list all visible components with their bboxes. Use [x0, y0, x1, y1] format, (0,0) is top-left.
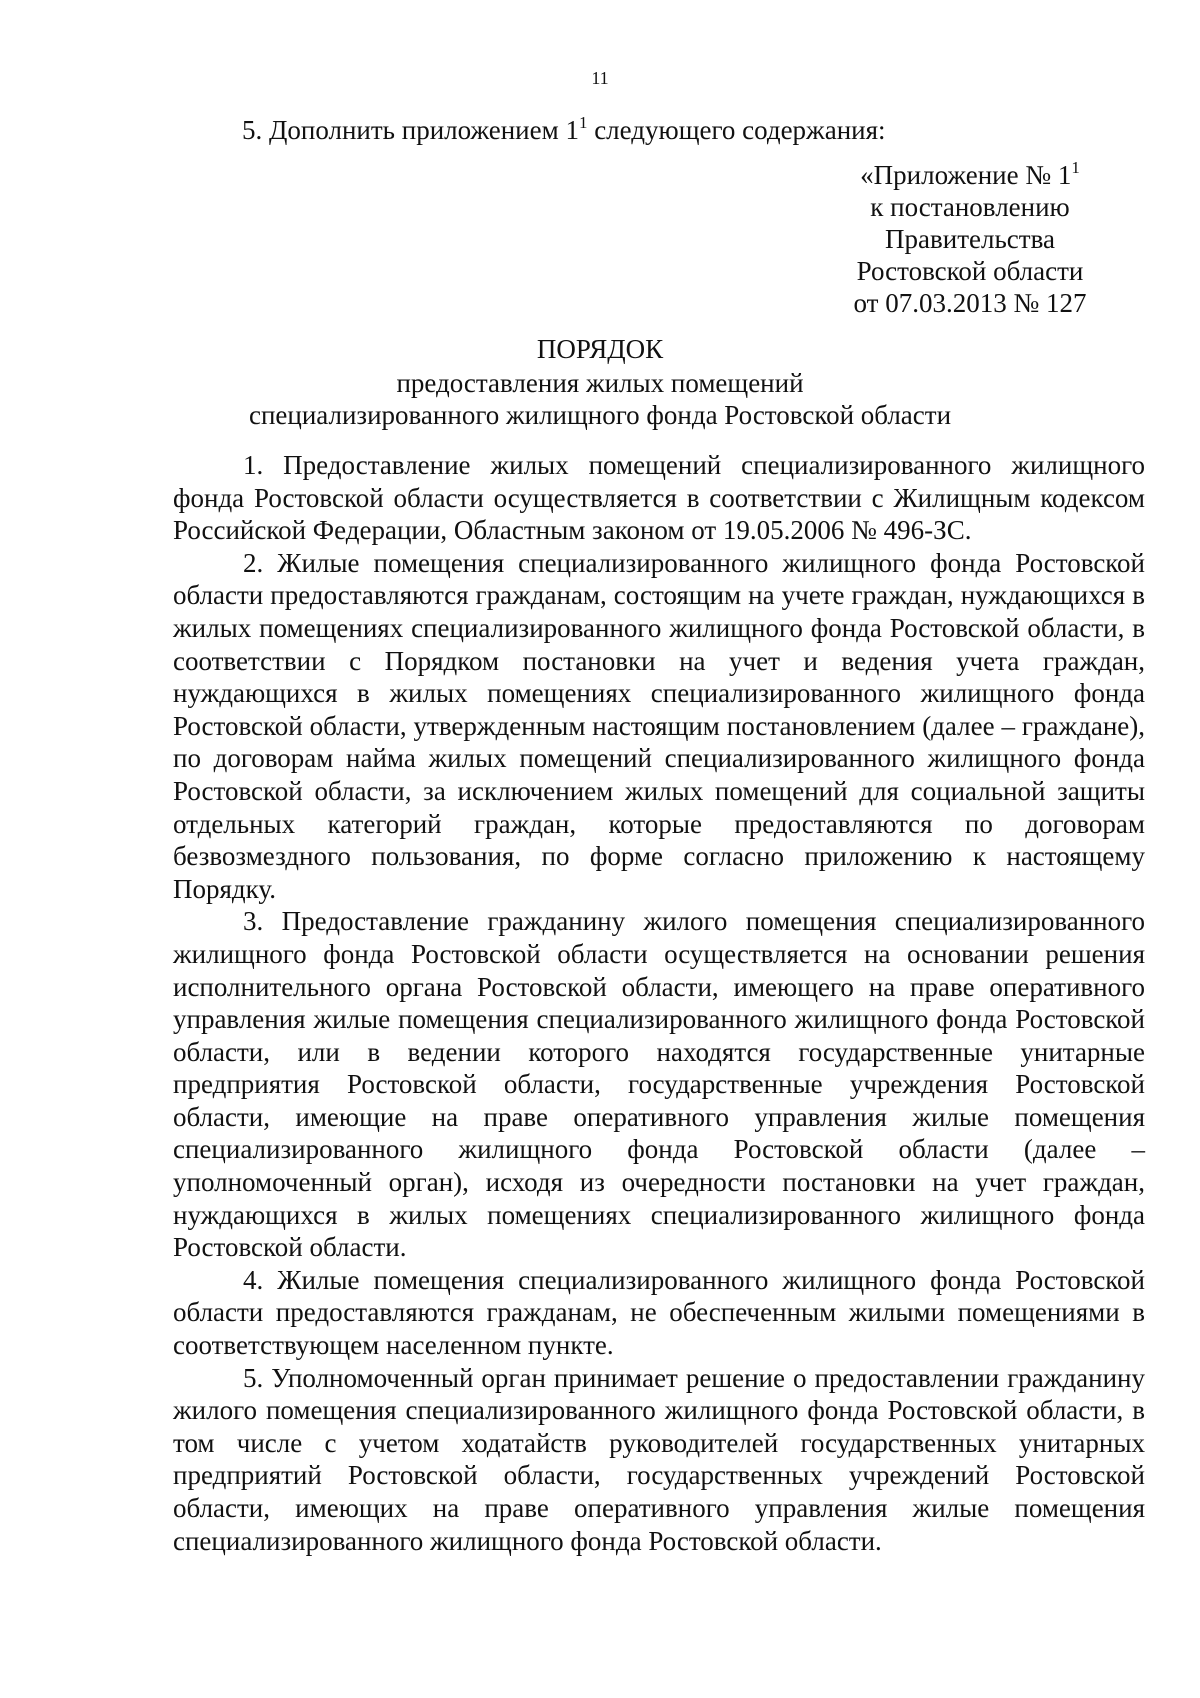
document-title: ПОРЯДОК — [536, 334, 664, 364]
annex-line-1-superscript: 1 — [1071, 158, 1080, 177]
annex-line-5: от 07.03.2013 № 127 — [853, 288, 1087, 318]
annex-line-2: к постановлению — [870, 192, 1070, 222]
paragraph-3: 3. Предоставление гражданину жилого помещения специализированного жилищного фонда Ростовской области осуществляется на основании решения исполнительного органа Ростовской области, имеющего на праве оперативного управления жилые помещения специализированного жилищного фонда Ростовской области, или в ведении которого находятся государственные унитарные предприятия Ростовской области, государственные учреждения Ростовской области, имеющие на праве оперативного управления жилые помещения специализированного жилищного фонда Ростовской области (далее – уполномоченный орган), исходя из очередности постановки на учет граждан, нуждающихся в жилых помещениях специализированного жилищного фонда Ростовской области. — [173, 906, 1145, 1263]
paragraph-1: 1. Предоставление жилых помещений специализированного жилищного фонда Ростовской области осуществляется в соответствии с Жилищным кодексом Российской Федерации, Областным законом от 19.05.2006 № 496-ЗС. — [173, 450, 1145, 546]
intro-superscript: 1 — [578, 113, 588, 132]
annex-line-3: Правительства — [885, 224, 1055, 254]
intro-line — [0, 113, 1200, 147]
annex-header — [838, 159, 1102, 319]
page-number: 11 — [591, 68, 609, 88]
subtitle-line-1: предоставления жилых помещений — [396, 368, 804, 398]
paragraph-2: 2. Жилые помещения специализированного жилищного фонда Ростовской области предоставляются гражданам, состоящим на учете граждан, нуждающихся в жилых помещениях специализированного жилищного фонда Ростовской области, в соответствии с Порядком постановки на учет и ведения учета граждан, нуждающихся в жилых помещениях специализированного жилищного фонда Ростовской области, утвержденным настоящим постановлением (далее – граждане), по договорам найма жилых помещений специализированного жилищного фонда Ростовской области, за исключением жилых помещений для социальной защиты отдельных категорий граждан, которые предоставляются по договорам безвозмездного пользования, по форме согласно приложению к настоящему Порядку. — [173, 547, 1145, 904]
paragraph-5: 5. Уполномоченный орган принимает решение о предоставлении гражданину жилого помещения специализированного жилищного фонда Ростовской области, в том числе с учетом ходатайств руководителей государственных унитарных предприятий Ростовской области, государственных учреждений Ростовской области, имеющих на праве оперативного управления жилые помещения специализированного жилищного фонда Ростовской области. — [173, 1362, 1145, 1556]
annex-line-1 — [838, 159, 1102, 191]
annex-line-4: Ростовской области — [856, 256, 1084, 286]
intro-text-before: 5. Дополнить приложением 1 — [242, 115, 579, 145]
subtitle-line-2: специализированного жилищного фонда Ростовской области — [248, 400, 952, 430]
annex-line-1-text: «Приложение № 1 — [860, 160, 1072, 190]
intro-text-after: следующего содержания: — [587, 115, 886, 145]
document-body — [173, 449, 1145, 1557]
document-subtitle — [0, 367, 1200, 431]
paragraph-4: 4. Жилые помещения специализированного жилищного фонда Ростовской области предоставляются гражданам, не обеспеченным жилыми помещениями в соответствующем населенном пункте. — [173, 1264, 1145, 1361]
